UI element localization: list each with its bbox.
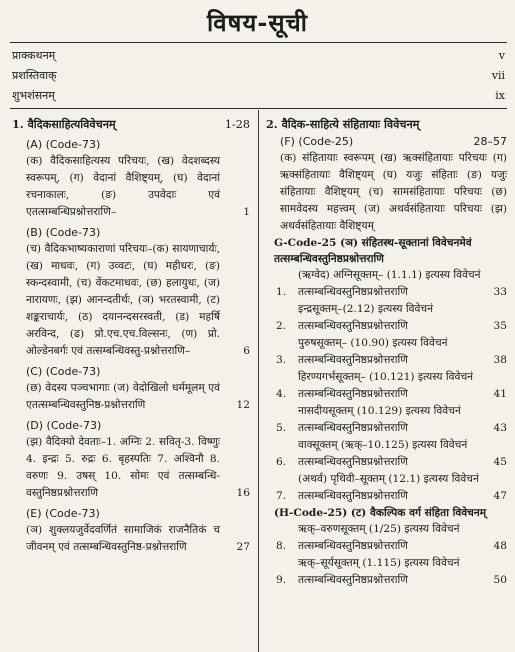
toc-entry [12,380,250,414]
entry-page: 6 [243,345,250,357]
entry-page: 27 [236,541,250,553]
item-page: 45 [493,456,507,468]
section-divider [10,108,507,109]
item-page: 38 [493,354,507,366]
item-text: नासदीयसूक्तम् (10.129) इत्यस्य विवेचनं तत्सम्बन्धिवस्तुनिष्ठप्रश्नोत्तराणि [298,405,461,434]
item-number: 9. [276,574,287,586]
item-number: 4. [276,388,287,400]
item-page: 41 [493,388,507,400]
toc-entry [12,153,250,221]
item-number: 3. [276,354,287,366]
entry-page: 16 [236,487,250,499]
prelim-page: vii [491,69,505,82]
toc-item [266,267,507,301]
item-text: (ऋग्वेद) अग्निसूक्तम्– (1.1.1) इत्यस्य विवेचनं तत्सम्बन्धिवस्तुनिष्ठप्रश्नोत्तराणि [298,269,481,298]
entry-text: (क) संहितायाः स्वरूपम् (ख) ऋक्संहितायाः परिचयः (ग) ऋक्संहितायाः वैशिष्ट्यम् (घ) यजुः संहिताः (ङ) यजुः संहितायाः वैशिष्ट्यम् (च) सामसंहितायाः परिचयः (छ) सामवेदस्य महत्त्वम् (ज) अथर्वसंहितायाः परिचयः (झ) अथर्वसंहितायाः वैशिष्ट्यम् [280,152,507,232]
toc-item [266,301,507,335]
item-number: 5. [276,422,287,434]
prelim-row [12,46,505,66]
code-label: (F) (Code-25) [280,135,354,148]
right-column [266,116,507,589]
prelim-label: शुभशंसनम् [12,89,55,102]
toc-item [266,471,507,505]
prelim-page: ix [495,89,505,102]
entry-text: (क) वैदिकसाहित्यस्य परिचयः, (ख) वेदशब्दस्य स्वरूपम्, (ग) वेदानां वैशिष्ट्यम्, (घ) वेदानां रचनाकालः, (ङ) उपवेदाः एवं एतत्सम्बन्धिप्रश्नोत्तराणि– [26,155,220,218]
item-number: 1. [276,286,287,298]
item-text: पुरुषसूक्तम्– (10.90) इत्यस्य विवेचनं तत्सम्बन्धिवस्तुनिष्ठप्रश्नोत्तराणि [298,337,448,366]
entry-text: (ञ) शुक्लयजुर्वेदवर्णितं सामाजिकं राजनैतिकं च जीवनम् एवं तत्सम्बन्धिवस्तुनिष्ठ-प्रश्नोत्तराणि [26,524,220,553]
item-number: 6. [276,456,287,468]
preliminary-list [12,46,505,106]
code-label: (E) (Code-73) [26,507,100,520]
code-label: (C) (Code-73) [26,365,101,378]
subsection-heading: G-Code-25 (ञ) संहितस्थ-सूक्तानां विवेचनमेवं तत्सम्बन्धिवस्तुनिष्ठप्रश्नोत्तराणि [274,237,472,265]
toc-item [266,335,507,369]
chapter-title: 2. वैदिक-साहित्ये संहितायाः विवेचनम् [266,117,420,131]
toc-item [266,369,507,403]
chapter-pages: 1-28 [224,118,250,131]
toc-entry [266,150,507,235]
item-text: वाक्सूक्तम् (ऋक्–10.125) इत्यस्य विवेचनं तत्सम्बन्धिवस्तुनिष्ठप्रश्नोत्तराणि [298,439,468,468]
entry-text: (च) वैदिकभाष्यकाराणां परिचयः–(क) सायणाचार्यः, (ख) माधवः, (ग) उव्वटः, (घ) महीधरः, (ङ) स्कन्दस्वामी, (च) वेंकटमाधवः, (छ) हलायुधः, (ज) नारायणः, (झ) आनन्दतीर्थः, (ञ) भरतस्वामी, (ट) शङ्कराचार्यः, (ठ) दयानन्दसरस्वती, (ड) महर्षि अरविन्द, (ढ) प्रो.एच.एच.विल्सनः, (ण) प्रो. ओल्डेनबर्गः एवं तत्सम्बन्धिवस्तु-प्रश्नोत्तराणि– [26,243,220,357]
item-text: इन्द्रसूक्तम्–(2.12) इत्यस्य विवेचनं तत्सम्बन्धिवस्तुनिष्ठप्रश्नोत्तराणि [298,303,434,332]
toc-item [266,403,507,437]
code-label: (B) (Code-73) [26,226,101,239]
toc-entry [12,434,250,502]
toc-entry [12,522,250,556]
entry-page: 12 [236,399,250,411]
item-number: 7. [276,490,287,502]
item-page: 33 [493,286,507,298]
prelim-label: प्रशस्तिवाक् [12,69,57,82]
item-page: 48 [493,540,507,552]
code-label: (D) (Code-73) [26,419,102,432]
chapter-pages: 28–57 [473,135,507,148]
item-text: (अथर्व) पृथिवी–सूक्तम् (12.1) इत्यस्य विवेचनं तत्सम्बन्धिवस्तुनिष्ठप्रश्नोत्तराणि [298,473,479,502]
item-text: ऋक्–सूर्यसूक्तम् (1.115) इत्यस्य विवेचनं तत्सम्बन्धिवस्तुनिष्ठप्रश्नोत्तराणि [298,557,460,586]
item-text: ऋक्–वरुणसूक्तम् (1/25) इत्यस्य विवेचनं तत्सम्बन्धिवस्तुनिष्ठप्रश्नोत्तराणि [298,523,460,552]
page-title: विषय-सूची [207,8,308,37]
item-number: 8. [276,540,287,552]
toc-item [266,437,507,471]
entry-text: (झ) वैदिक्यो देवताः–1. अग्निः 2. सवितृ-3. विष्णुः 4. इन्द्रः 5. रुद्रः 6. बृहस्पतिः 7. अश्विनौ 8. वरुणः 9. उषस् 10. सोमः एवं तत्सम्बन्धि-वस्तुनिष्ठप्रश्नोत्तराणि [26,436,220,499]
item-text: हिरण्यगर्भसूक्तम्– (10.121) इत्यस्य विवेचनं तत्सम्बन्धिवस्तुनिष्ठप्रश्नोत्तराणि [298,371,474,400]
title-divider [10,42,507,43]
chapter-heading [266,116,507,133]
chapter-heading [12,116,250,133]
item-page: 43 [493,422,507,434]
prelim-label: प्राक्कथनम् [12,49,56,62]
code-row [266,133,507,150]
entry-text: (छ) वेदस्य पञ्चभागाः (ज) वेदोखिलो धर्ममूलम् एवं एतत्सम्बन्धिवस्तुनिष्ठ-प्रश्नोत्तराणि [26,382,220,411]
item-page: 35 [493,320,507,332]
entry-page: 1 [243,206,250,218]
left-column [12,116,250,556]
item-page: 47 [493,490,507,502]
toc-entry [12,241,250,360]
toc-item [266,555,507,589]
chapter-title: 1. वैदिकसाहित्यविवेचनम् [12,117,116,131]
item-number: 2. [276,320,287,332]
code-label: (A) (Code-73) [26,138,101,151]
prelim-row [12,86,505,106]
toc-item [266,521,507,555]
subsection-heading: (H-Code-25) (ट) वैकल्पिक वर्ग संहिता विवेचनम् [274,507,487,519]
item-page: 50 [493,574,507,586]
prelim-row [12,66,505,86]
prelim-page: v [498,49,505,62]
column-divider [258,110,259,652]
